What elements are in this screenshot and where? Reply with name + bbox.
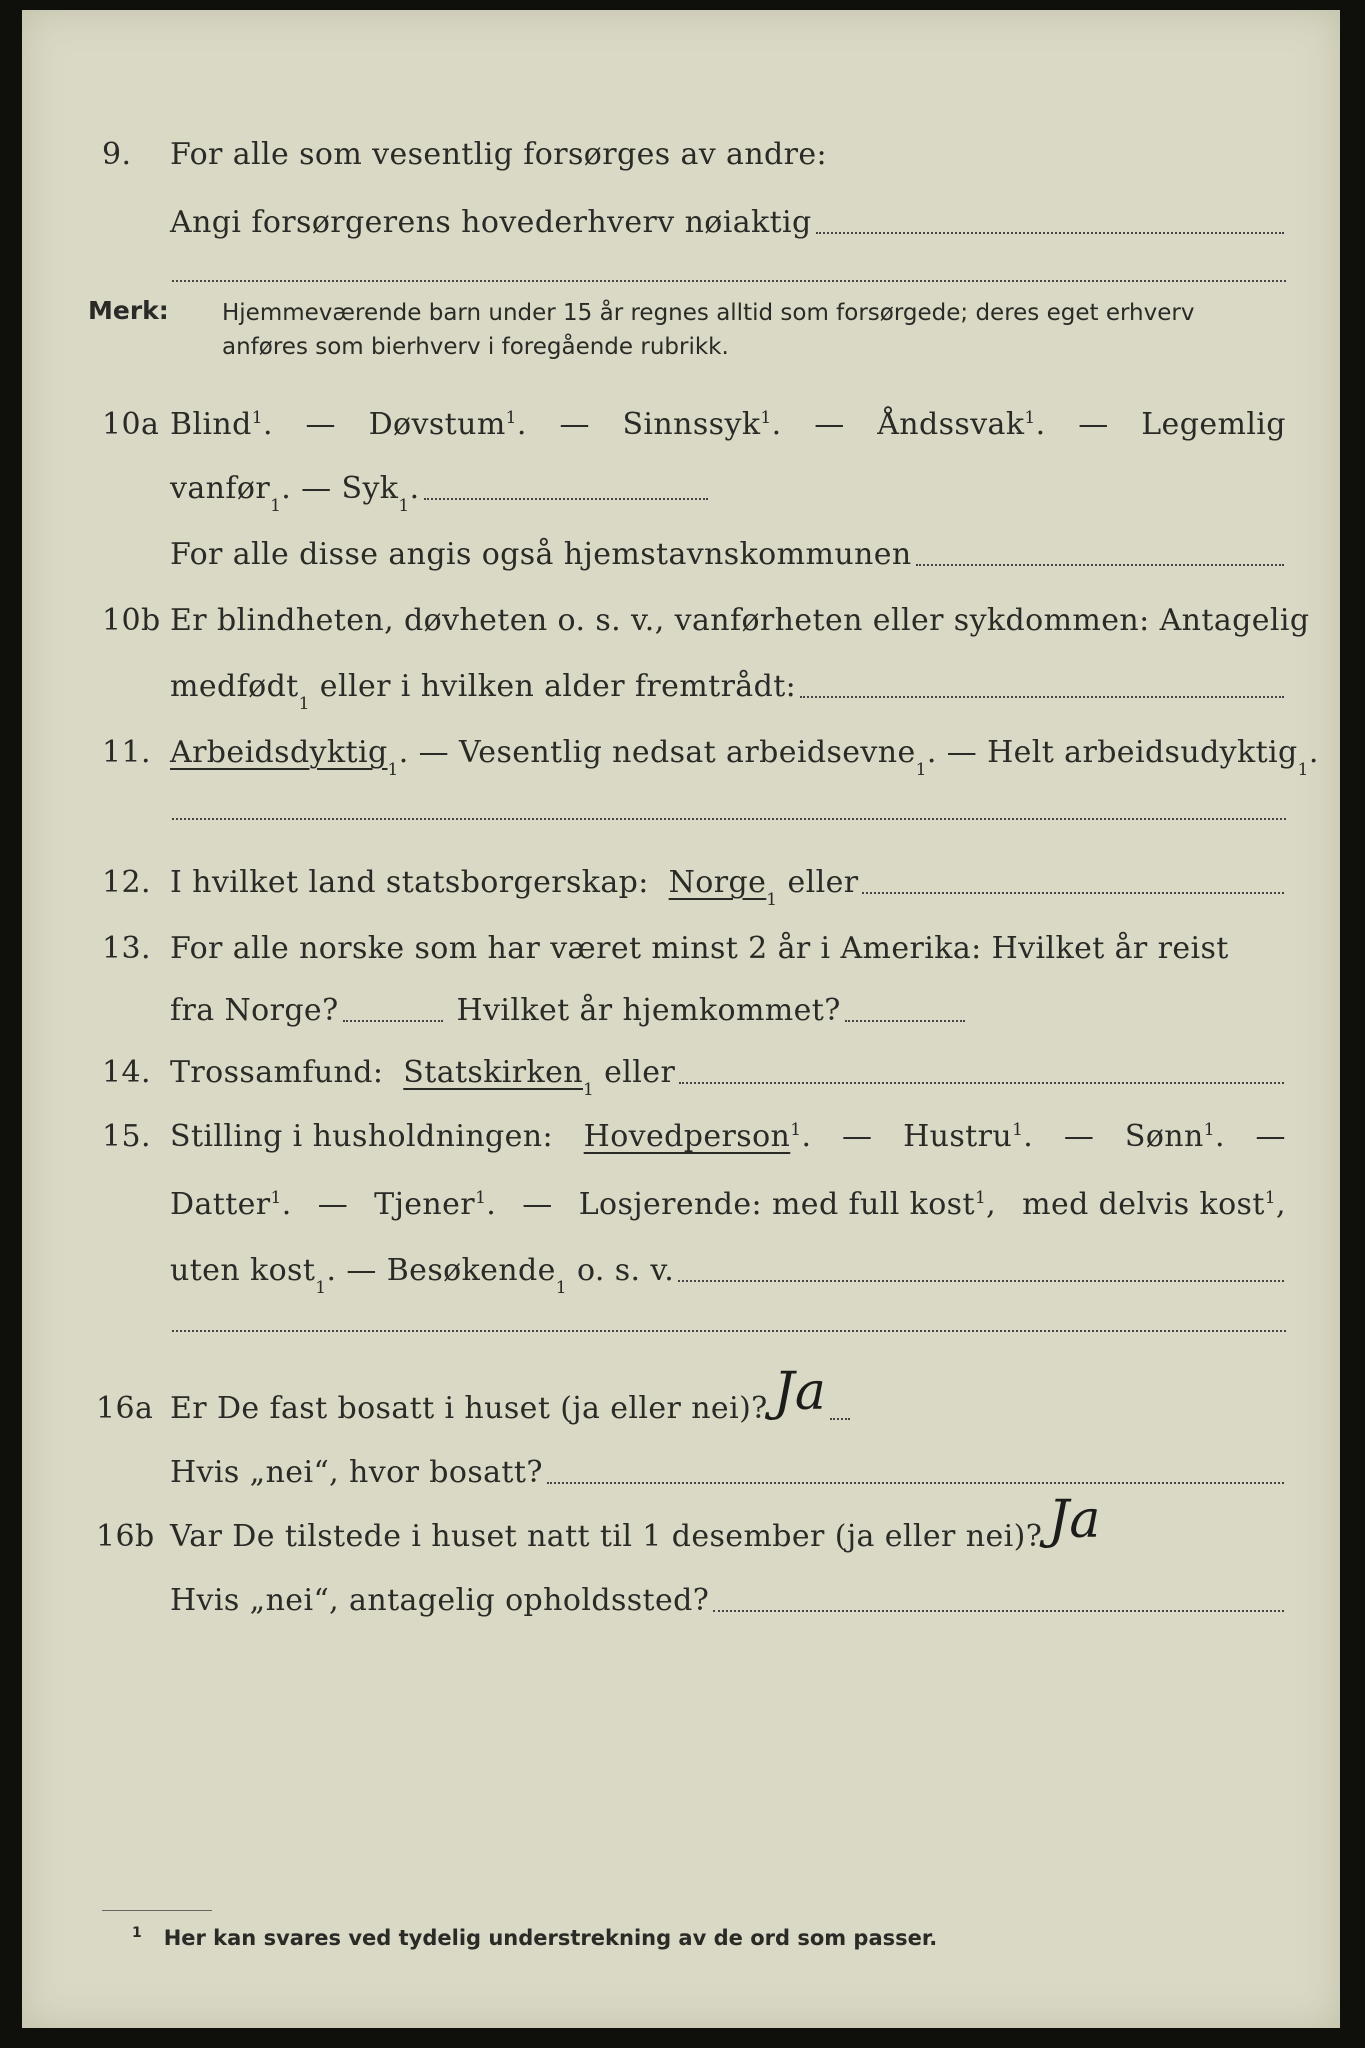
option-arbeidsdyktig-underlined[interactable]: Arbeidsdyktig <box>170 735 388 770</box>
answer-field-q10a-syk[interactable] <box>424 496 708 500</box>
footnote <box>132 1926 937 1950</box>
q13-number: 13. <box>102 931 151 966</box>
option-statskirken-underlined[interactable]: Statskirken <box>403 1055 583 1090</box>
option-uten-kost[interactable]: uten kost <box>170 1253 316 1288</box>
q12-line: 12. I hvilket land statsborgerskap: Norge 1 eller <box>22 848 1340 908</box>
q11-number: 11. <box>102 735 151 770</box>
q10b-line1-text: Er blindheten, døvheten o. s. v., vanførheten eller sykdommen: Antagelig <box>170 603 1310 638</box>
merk-line2: anføres som bierhverv i foregående rubrikk. <box>222 334 729 360</box>
option-hovedperson-underlined[interactable]: Hovedperson <box>583 1119 791 1154</box>
option-sinnssyk[interactable]: Sinnssyk <box>622 407 761 442</box>
option-syk[interactable]: Syk <box>341 471 399 506</box>
answer-field-q9[interactable] <box>816 230 1284 234</box>
q16b-line1 <box>22 1490 1340 1562</box>
option-vesentlig-nedsat[interactable]: Vesentlig nedsat arbeidsevne <box>458 735 916 770</box>
q15-line2: Datter$^1$. — Tjener$^1$. — Losjerende: med full kost$^1$, med delvis kost$^1$, <box>170 1187 1286 1222</box>
option-helt-arbeidsudyktig[interactable]: Helt arbeidsudyktig <box>987 735 1298 770</box>
q15-number: 15. <box>102 1119 151 1154</box>
q16a-number: 16a <box>96 1391 154 1426</box>
answer-field-q13-hjemkommet[interactable] <box>845 1018 965 1022</box>
q9-line2 <box>22 188 1340 248</box>
q9-line2-text: Angi forsørgerens hovederhverv nøiaktig <box>170 205 812 240</box>
q13-line1 <box>22 914 1340 974</box>
q15-text: Stilling i husholdningen: <box>170 1119 554 1154</box>
q15-line3: uten kost 1 . — Besøkende 1 o. s. v. <box>22 1236 1340 1296</box>
q16a-line1 <box>22 1362 1340 1434</box>
answer-field-q10b[interactable] <box>800 694 1284 698</box>
q14-eller: eller <box>604 1055 676 1090</box>
handwritten-answer-q16a[interactable]: Ja <box>773 1362 827 1422</box>
option-besokende[interactable]: Besøkende <box>386 1253 556 1288</box>
answer-field-hjemstavnskommune[interactable] <box>916 562 1284 566</box>
footnote-text: Her kan svares ved tydelig understrekning av de ord som passer. <box>163 1926 938 1950</box>
q16a-line2 <box>22 1438 1340 1498</box>
merk-line1: Hjemmeværende barn under 15 år regnes alltid som forsørgede; deres eget erhverv <box>222 300 1195 326</box>
q16b-line2 <box>22 1566 1340 1626</box>
option-andssvak[interactable]: Åndssvak <box>877 407 1025 442</box>
q15-osv: o. s. v. <box>576 1253 675 1288</box>
q16a-question: Er De fast bosatt i huset (ja eller nei)? <box>170 1391 768 1426</box>
q14-line: 14. Trossamfund: Statskirken 1 eller <box>22 1038 1340 1098</box>
q10b-line2-text: eller i hvilken alder fremtrådt: <box>319 669 797 704</box>
q13-line2 <box>22 976 1340 1036</box>
answer-field-q16a-bosatt[interactable] <box>547 1480 1284 1484</box>
q15-line1: 15. Stilling i husholdningen: Hovedperson$^1$. — Hustru$^1$. — Sønn$^1$. — <box>102 1119 1286 1154</box>
q9-line1 <box>22 120 1340 180</box>
option-losjerende[interactable]: Losjerende: med full kost <box>578 1187 975 1222</box>
q11-line1: 11. Arbeidsdyktig 1 . — Vesentlig nedsat arbeidsevne 1 . — Helt arbeidsudyktig 1 . <box>102 735 1319 780</box>
q12-number: 12. <box>102 865 151 900</box>
footnote-mark: 1 <box>132 1925 142 1941</box>
option-dovstum[interactable]: Døvstum <box>368 407 506 442</box>
q10a-line1: 10a Blind$^1$. — Døvstum$^1$. — Sinnssyk$^1$. — Åndssvak$^1$. — Legemlig <box>102 407 1286 442</box>
q10b-number: 10b <box>102 603 161 638</box>
option-sonn[interactable]: Sønn <box>1124 1119 1204 1154</box>
option-medfodt[interactable]: medfødt <box>170 669 299 704</box>
q14-text: Trossamfund: <box>170 1055 384 1090</box>
q9-number: 9. <box>102 137 132 172</box>
option-delvis-kost[interactable]: med delvis kost <box>1022 1187 1265 1222</box>
q9-extra-line[interactable] <box>172 280 1286 282</box>
q16a-hvis-nei: Hvis „nei“, hvor bosatt? <box>170 1455 543 1490</box>
q14-number: 14. <box>102 1055 151 1090</box>
option-datter[interactable]: Datter <box>170 1187 271 1222</box>
option-blind[interactable]: Blind <box>170 407 252 442</box>
q10a-line3 <box>22 520 1340 580</box>
q11-extra-line[interactable] <box>172 818 1286 820</box>
q9-text <box>170 137 1286 172</box>
q12-eller: eller <box>787 865 859 900</box>
q10a-number: 10a <box>102 407 160 442</box>
answer-field-q13-reist[interactable] <box>343 1018 443 1022</box>
q16b-hvis-nei: Hvis „nei“, antagelig opholdssted? <box>170 1583 710 1618</box>
footnote-divider <box>102 1910 212 1911</box>
q10b-line2: medfødt 1 eller i hvilken alder fremtrådt: <box>22 652 1340 712</box>
q9-line1-text: For alle som vesentlig forsørges av andre: <box>170 137 828 172</box>
option-vanfor[interactable]: vanfør <box>170 471 271 506</box>
q15-extra-line[interactable] <box>172 1330 1286 1332</box>
option-norge-underlined[interactable]: Norge <box>668 865 767 900</box>
answer-field-q16b-opholdssted[interactable] <box>713 1608 1284 1612</box>
handwritten-answer-q16b[interactable]: Ja <box>1048 1490 1101 1550</box>
answer-field-q12[interactable] <box>862 890 1284 894</box>
q16b-number: 16b <box>96 1519 155 1554</box>
answer-field-q15[interactable] <box>678 1278 1284 1282</box>
q16b-question: Var De tilstede i huset natt til 1 desember (ja eller nei)? <box>170 1519 1043 1554</box>
q10a-hjemstavn-text: For alle disse angis også hjemstavnskommunen <box>170 537 912 572</box>
census-form-page <box>22 10 1340 2028</box>
q13-fra-norge: fra Norge? <box>170 993 339 1028</box>
merk-label: Merk: <box>88 296 169 325</box>
q12-text: I hvilket land statsborgerskap: <box>170 865 649 900</box>
q13-line1-text: For alle norske som har været minst 2 år i Amerika: Hvilket år reist <box>170 931 1229 966</box>
option-legemlig[interactable]: Legemlig <box>1141 407 1286 442</box>
q13-hjemkommet: Hvilket år hjemkommet? <box>456 993 841 1028</box>
q10b-line1 <box>22 586 1340 646</box>
option-hustru[interactable]: Hustru <box>903 1119 1013 1154</box>
answer-field-q14[interactable] <box>679 1080 1284 1084</box>
option-tjener[interactable]: Tjener <box>374 1187 476 1222</box>
q10a-line2: vanfør 1 . — Syk 1 . <box>22 454 1340 514</box>
